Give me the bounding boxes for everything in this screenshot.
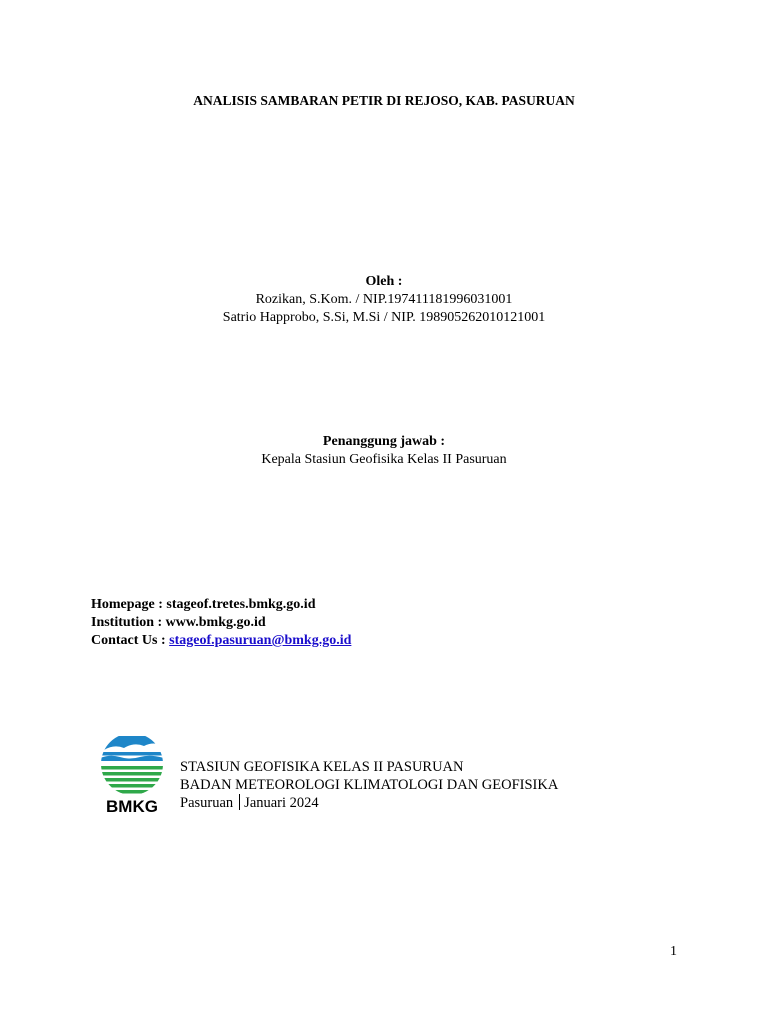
contact-email-link[interactable]: stageof.pasuruan@bmkg.go.id <box>169 633 352 648</box>
responsible-block <box>0 433 768 469</box>
institution-line-1: STASIUN GEOFISIKA KELAS II PASURUAN <box>180 759 464 775</box>
contact-label: Contact Us : <box>91 633 170 648</box>
bmkg-logo-text: BMKG <box>106 797 158 816</box>
institution-line-2: BADAN METEOROLOGI KLIMATOLOGI DAN GEOFISIKA <box>180 777 559 793</box>
footer-place: Pasuruan <box>180 795 234 811</box>
author-1: Rozikan, S.Kom. / NIP.197411181996031001 <box>255 292 513 307</box>
institution-line: Institution : www.bmkg.go.id <box>91 615 266 630</box>
separator-bar <box>239 794 240 810</box>
page-number: 1 <box>670 944 677 959</box>
contact-block <box>91 596 351 650</box>
bmkg-logo-emblem <box>100 733 164 794</box>
bmkg-logo <box>100 730 164 816</box>
footer-block <box>100 730 620 820</box>
responsible-heading: Penanggung jawab : <box>322 434 446 449</box>
footer-date: Januari 2024 <box>244 795 319 811</box>
authors-heading: Oleh : <box>365 274 403 289</box>
institution-block <box>180 758 558 812</box>
authors-block <box>0 273 768 327</box>
responsible-name: Kepala Stasiun Geofisika Kelas II Pasuruan <box>261 452 507 467</box>
document-title: ANALISIS SAMBARAN PETIR DI REJOSO, KAB. PASURUAN <box>193 93 575 108</box>
place-date-line <box>180 794 558 812</box>
author-2: Satrio Happrobo, S.Si, M.Si / NIP. 198905262010121001 <box>222 310 546 325</box>
homepage-line: Homepage : stageof.tretes.bmkg.go.id <box>91 597 316 612</box>
contact-line <box>91 632 351 650</box>
